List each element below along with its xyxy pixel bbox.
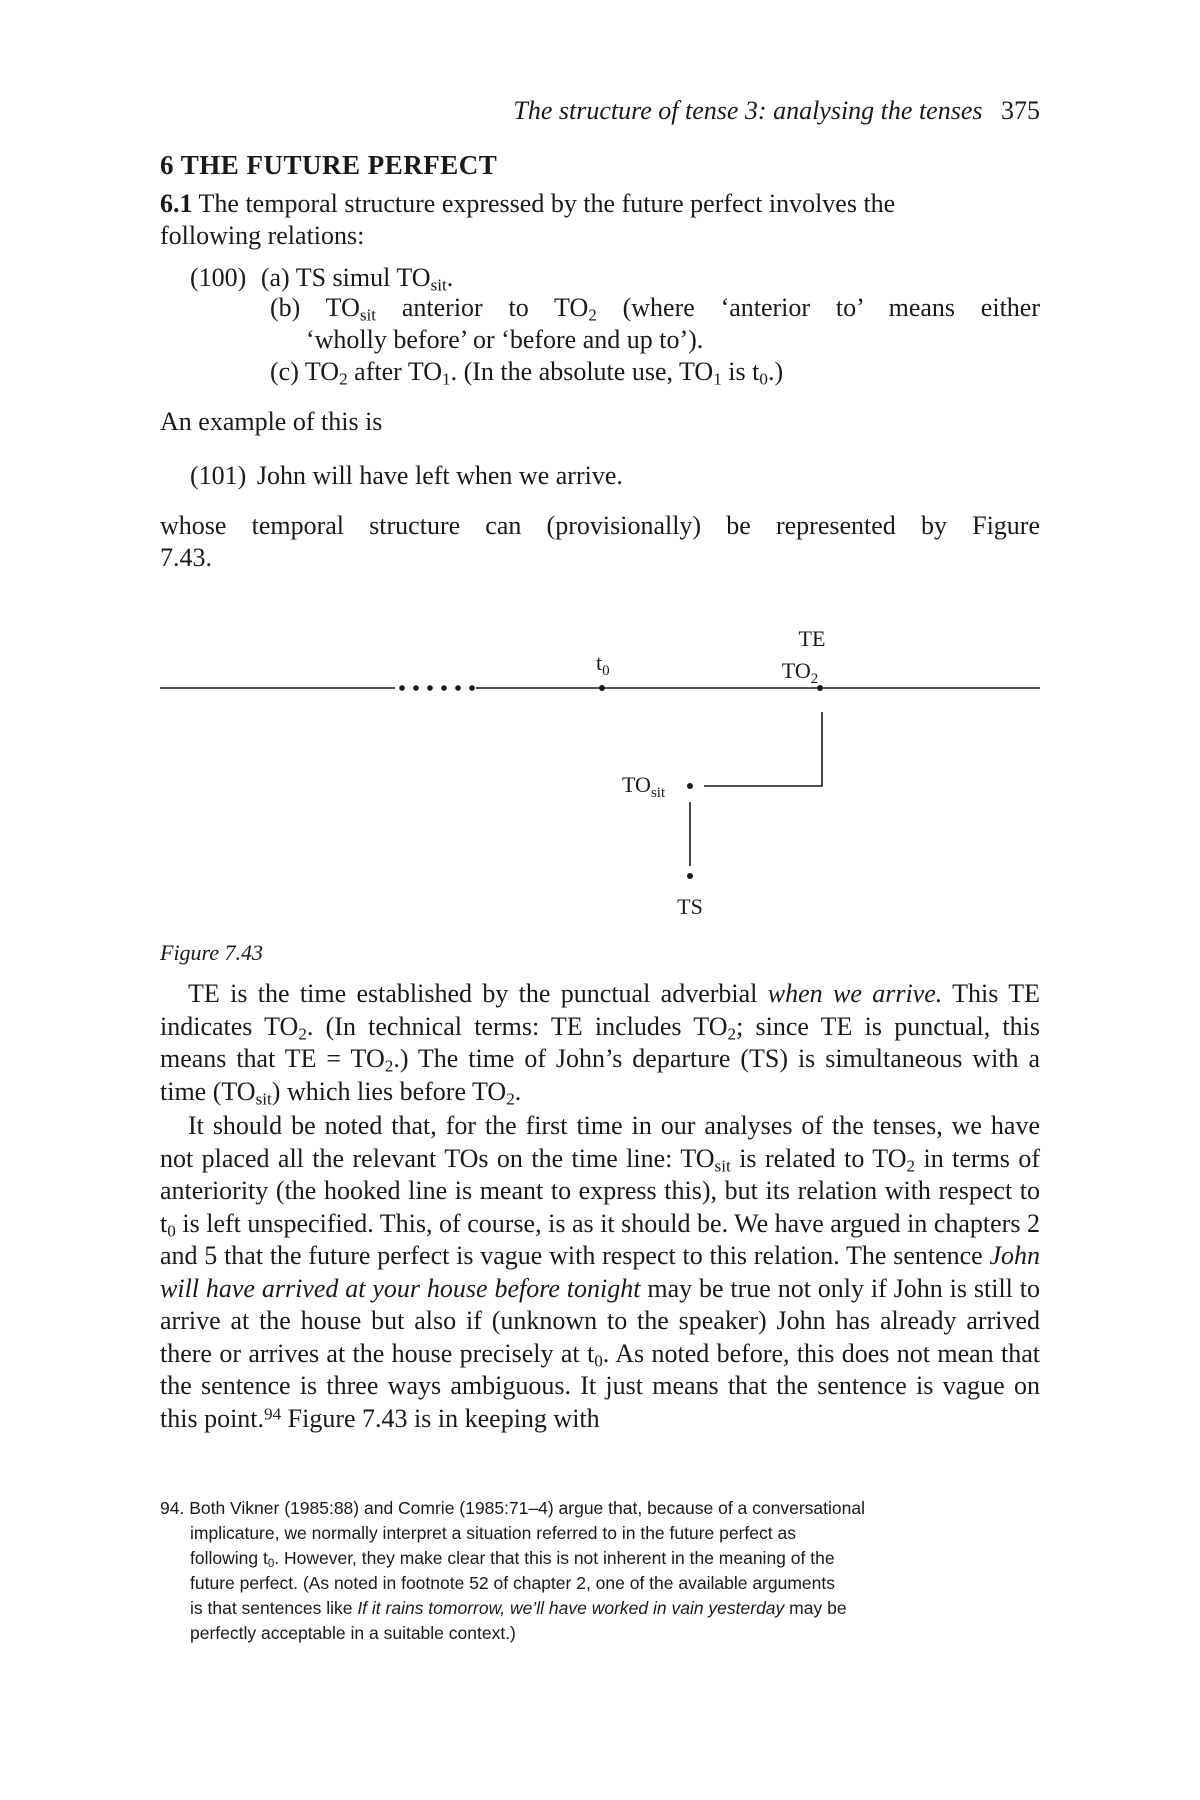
running-header	[160, 96, 1040, 126]
paragraph-te: TE is the time established by the punctual adverbial when we arrive. This TE indicates $TO_2$. (In technical terms: TE includes $TO_2$; since TE is punctual, this means that TE = $TO_2$.) The time of John’s departure (TS) is simultaneous with a time $(TO_{sit})$ which lies before $TO_2$.	[160, 979, 1041, 1108]
header-title: The structure of tense 3: analysing the tenses	[513, 96, 983, 125]
te-label: TE	[798, 626, 826, 651]
t0-point	[599, 685, 605, 691]
example-100-a: (100) (a) TS simul $TO_{sit}$.	[190, 263, 454, 295]
paragraph-vagueness: It should be noted that, for the first time in our analyses of the tenses, we have not placed all the relevant TOs on the time line: $TO_{sit}$ is related to $TO_2$ in terms of anteriority (the hooked line is meant to express this), but its relation with respect to $t_0$ is left unspecified. This, of course, is as it should be. We have argued in chapters 2 and 5 that the future perfect is vague with respect to this relation. The sentence John will have arrived at your house before tonight may be true not only if John is still to arrive at the house but also if (unknown to the speaker) John has already arrived there or arrives at the house precisely at $t_0$. As noted before, this does not mean that the sentence is three ways ambiguous. It just means that the sentence is vague on this point.$^{94}$ Figure 7.43 is in keeping with	[160, 1111, 1041, 1433]
ts-point	[687, 873, 693, 879]
figure-caption: Figure 7.43	[160, 940, 264, 965]
example-100	[190, 262, 453, 294]
example-100-c: (c) $TO_2$ after $TO_1$. (In the absolute use, $TO_1$ is $t_0$.)	[270, 357, 784, 389]
tosit-point	[687, 783, 693, 789]
paragraph-6-1: 6.1 The temporal structure expressed by the future perfect involves the following relations:	[160, 189, 896, 250]
footnote-94: 94. Both Vikner (1985:88) and Comrie (1985:71–4) argue that, because of a conversational implicature, we normally interpret a situation referred to in the future perfect as following $t_0$. However, they make clear that this is not inherent in the meaning of the future perfect. (As noted in footnote 52 of chapter 2, one of the available arguments is that sentences like If it rains tomorrow, we’ll have worked in vain yesterday may be perfectly acceptable in a suitable context.)	[160, 1498, 865, 1643]
tosit-label: $TO_{sit}$	[622, 772, 666, 801]
t0-label: $t_0$	[596, 650, 610, 679]
example-101: (101) John will have left when we arrive.	[190, 461, 623, 490]
example-intro: An example of this is	[160, 407, 383, 436]
ts-label: TS	[677, 894, 703, 919]
to2-label: $TO_2$	[781, 658, 819, 687]
footnote-ref-94: 94	[264, 1403, 282, 1423]
figure-7-43	[0, 620, 1200, 940]
section-number: 6.1	[160, 189, 193, 218]
example-100-b: (b) $TO_{sit}$ anterior to $TO_2$ (where ‘anterior to’ means either ‘wholly before’ or ‘before and up to’).	[270, 293, 1040, 354]
paragraph-figure-intro: whose temporal structure can (provisionally) be represented by Figure 7.43.	[160, 511, 1040, 572]
page-number: 375	[1001, 96, 1040, 125]
dotted-segment	[399, 685, 475, 691]
to2-point	[817, 685, 823, 691]
hooked-line	[704, 712, 822, 786]
section-title: 6 THE FUTURE PERFECT	[160, 150, 498, 180]
